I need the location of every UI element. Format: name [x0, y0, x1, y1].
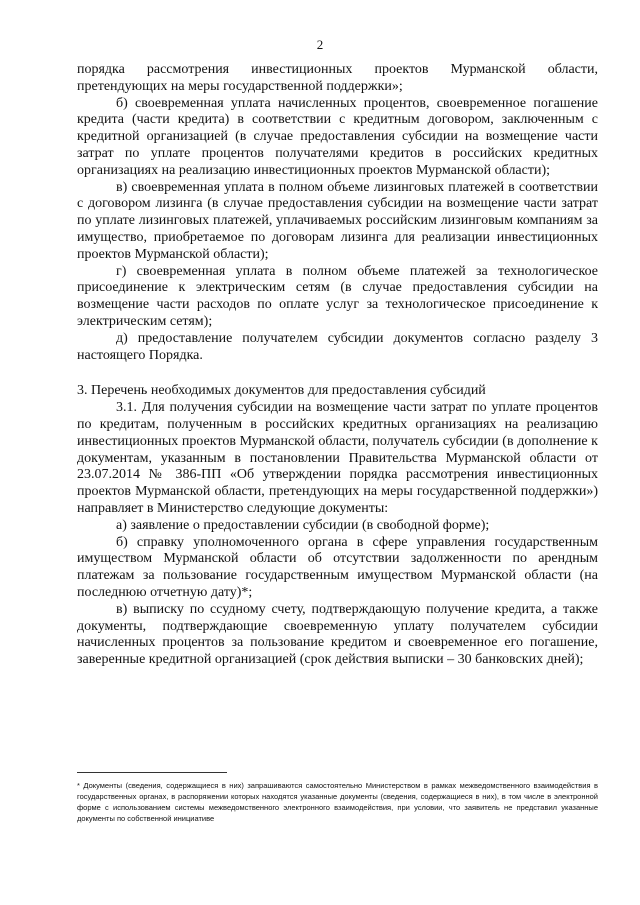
paragraph: 3.1. Для получения субсидии на возмещение части затрат по уплате процентов по кредитам, полученным в российских кредитных организациях на реализацию инвестиционных проектов Мурманской области, получатель субсидии (в дополнение к документам, указанным в постановлении Правительства Мурманской области от 23.07.2014 № 386-ПП «Об утверждении порядка рассмотрения инвестиционных проектов Мурманской области, претендующих на меры государственной поддержки») направляет в Министерство следующие документы:	[77, 400, 598, 516]
paragraph: а) заявление о предоставлении субсидии (в свободной форме);	[116, 517, 490, 533]
paragraph: д) предоставление получателем субсидии документов согласно разделу 3 настоящего Порядка.	[77, 330, 598, 363]
paragraph: в) своевременная уплата в полном объеме лизинговых платежей в соответствии с договором лизинга (в случае предоставления субсидии на возмещение части затрат по уплате лизинговых платежей, уплачиваемых российским лизинговым компаниям за имущество, приобретаемое по договорам лизинга для реализации инвестиционных проектов Мурманской области);	[77, 179, 598, 262]
section-heading: 3. Перечень необходимых документов для предоставления субсидий	[77, 383, 486, 399]
footnote	[77, 780, 598, 824]
paragraph: г) своевременная уплата в полном объеме платежей за технологическое присоединение к электрическим сетям (в случае предоставления субсидии на возмещение части расходов по оплате услуг за технологическое присоединение к электрическим сетям);	[77, 263, 598, 329]
paragraph: порядка рассмотрения инвестиционных проектов Мурманской области, претендующих на меры государственной поддержки»;	[77, 62, 598, 94]
paragraph: б) справку уполномоченного органа в сфере управления государственным имуществом Мурманской области об отсутствии задолженности по арендным платежам за пользование государственным имуществом Мурманской области (на последнюю отчетную дату)*;	[77, 534, 598, 600]
footnote-divider	[77, 772, 227, 773]
page-number: 2	[316, 37, 324, 52]
document-body	[77, 62, 598, 669]
paragraph: в) выписку по ссудному счету, подтверждающую получение кредита, а также документы, подтверждающие своевременную уплату получателем субсидии начисленных процентов за пользование кредитом и своевременное его погашение, заверенные кредитной организацией (срок действия выписки – 30 банковских дней);	[77, 601, 598, 668]
footnote-text: * Документы (сведения, содержащиеся в них) запрашиваются самостоятельно Министерством в рамках межведомственного взаимодействия в государственных органах, в распоряжении которых находятся указанные документы (сведения, содержащиеся в них), в том числе в электронной форме с использованием системы межведомственного электронного взаимодействия, при условии, что заявитель не представил указанные документы по собственной инициативе	[77, 781, 598, 823]
paragraph: б) своевременная уплата начисленных процентов, своевременное погашение кредита (части кредита) в соответствии с кредитным договором, заключенным с кредитной организацией (в случае предоставления субсидии на возмещение части затрат по уплате процентов получателями кредитов в российских кредитных организациях на реализацию инвестиционных проектов Мурманской области);	[77, 95, 598, 178]
